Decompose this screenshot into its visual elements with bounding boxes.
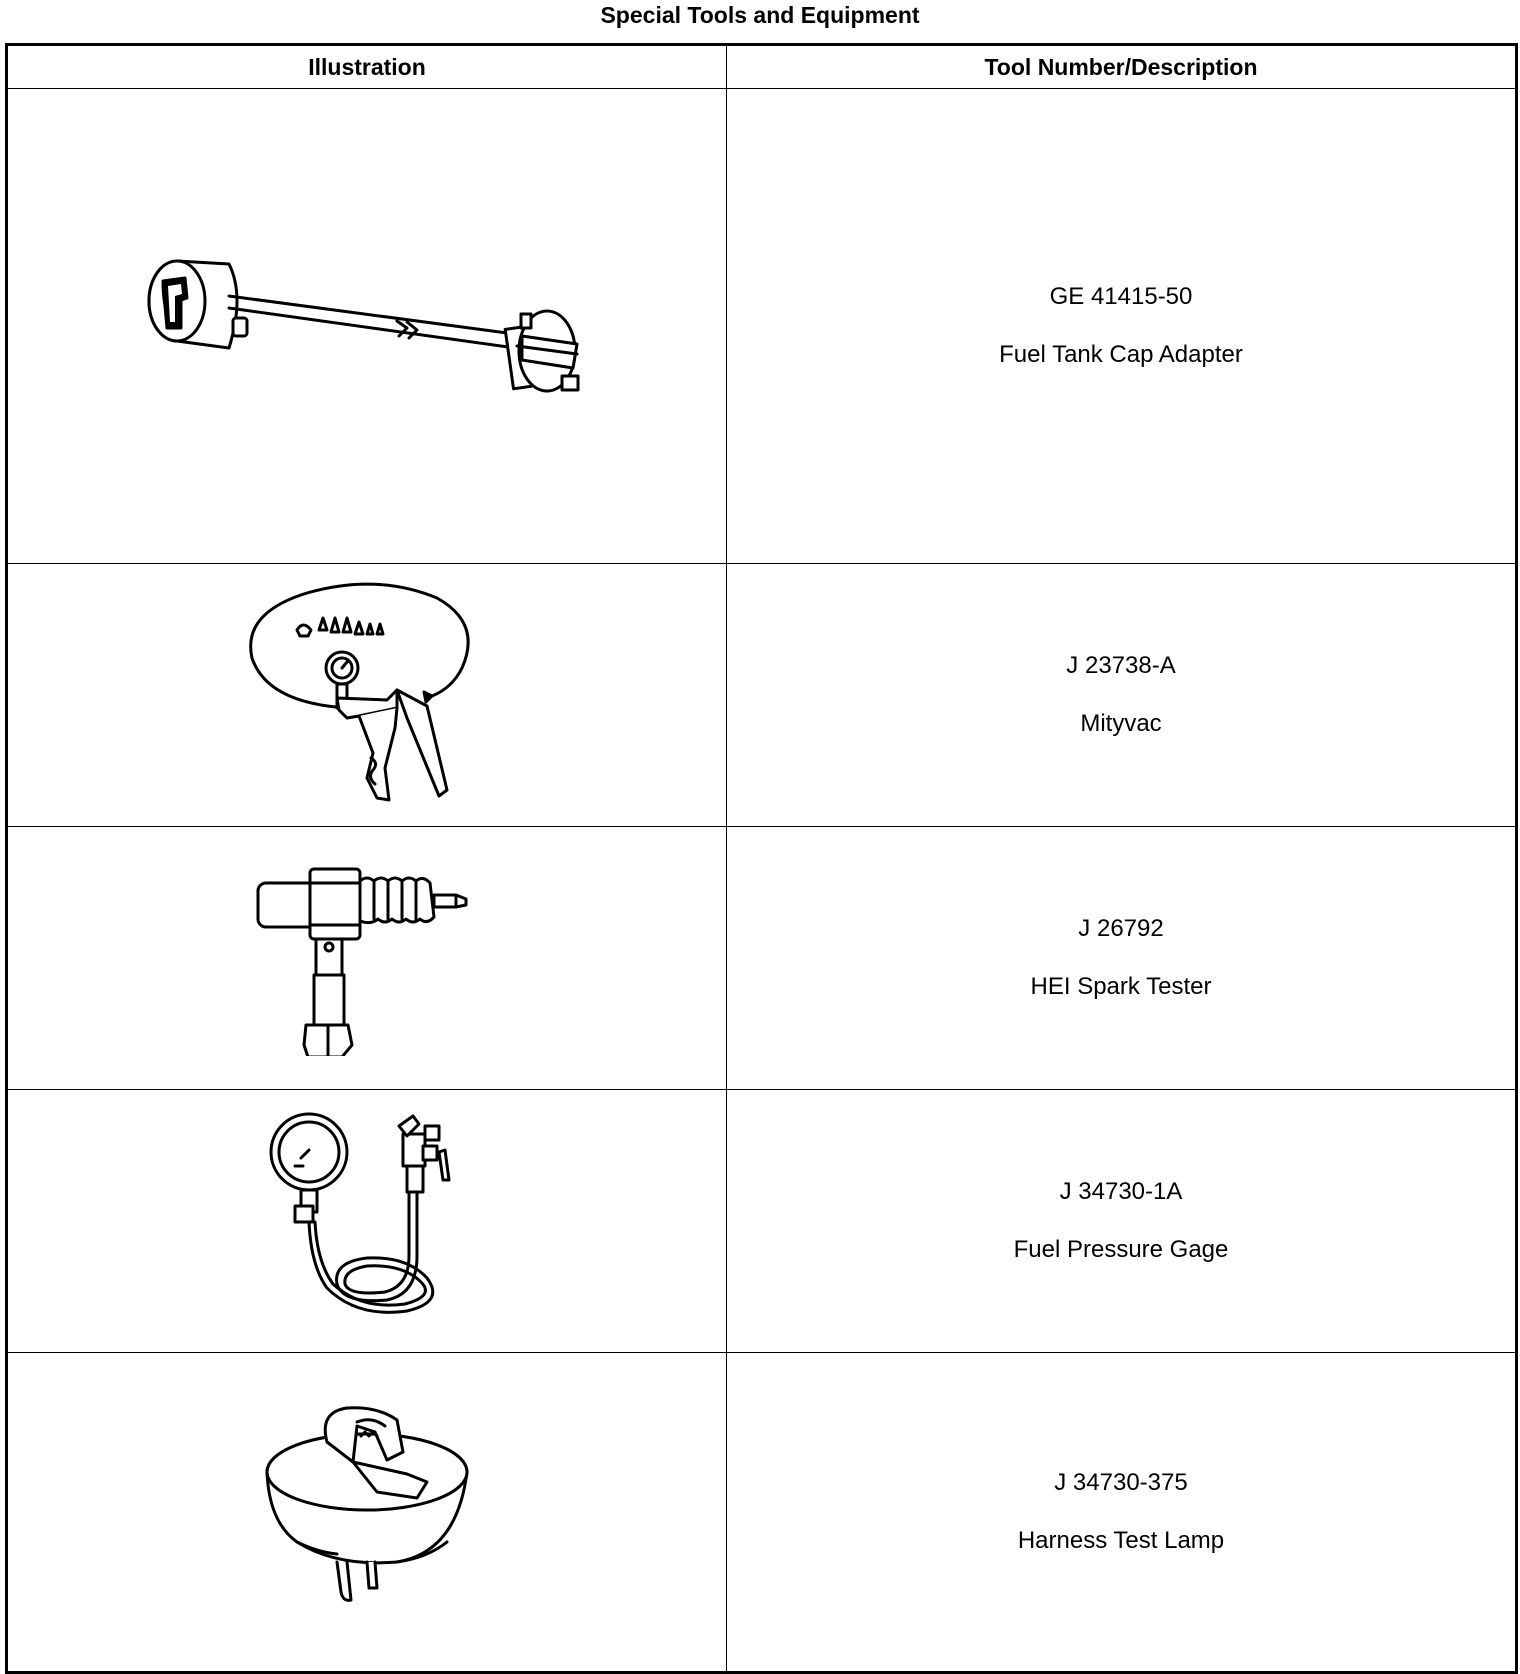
tool-number: J 34730-1A — [1059, 1178, 1183, 1205]
mityvac-illustration — [247, 578, 487, 813]
tool-description: Fuel Tank Cap Adapter — [999, 341, 1243, 368]
tool-number: J 34730-375 — [1054, 1469, 1188, 1496]
hei-spark-tester-illustration — [252, 861, 482, 1056]
tool-number: J 26792 — [1078, 915, 1164, 942]
table-row — [7, 1353, 1517, 1673]
tool-number: GE 41415-50 — [1049, 283, 1193, 310]
description-cell — [727, 1090, 1517, 1353]
table-header-row — [7, 45, 1517, 89]
table-row — [7, 564, 1517, 827]
table-row — [7, 89, 1517, 564]
description-cell — [727, 827, 1517, 1090]
tool-description: HEI Spark Tester — [1030, 973, 1212, 1000]
description-cell — [727, 564, 1517, 827]
illustration-cell — [7, 827, 727, 1090]
description-cell — [727, 1353, 1517, 1673]
illustration-cell — [7, 1090, 727, 1353]
tool-description: Harness Test Lamp — [1017, 1527, 1225, 1554]
illustration-cell — [7, 89, 727, 564]
description-cell — [727, 89, 1517, 564]
fuel-tank-cap-adapter-illustration — [137, 236, 597, 416]
column-header-illustration: Illustration — [7, 45, 727, 89]
tool-description: Mityvac — [1080, 710, 1162, 737]
table-row — [7, 1090, 1517, 1353]
tool-description: Fuel Pressure Gage — [1013, 1236, 1229, 1263]
page-title: Special Tools and Equipment — [600, 2, 920, 28]
illustration-cell — [7, 1353, 727, 1673]
illustration-cell — [7, 564, 727, 827]
column-header-tool-number-description: Tool Number/Description — [727, 45, 1517, 89]
fuel-pressure-gage-illustration — [267, 1106, 467, 1336]
harness-test-lamp-illustration — [257, 1402, 477, 1622]
table-row — [7, 827, 1517, 1090]
special-tools-table — [5, 43, 1518, 1674]
tool-number: J 23738-A — [1066, 652, 1176, 679]
